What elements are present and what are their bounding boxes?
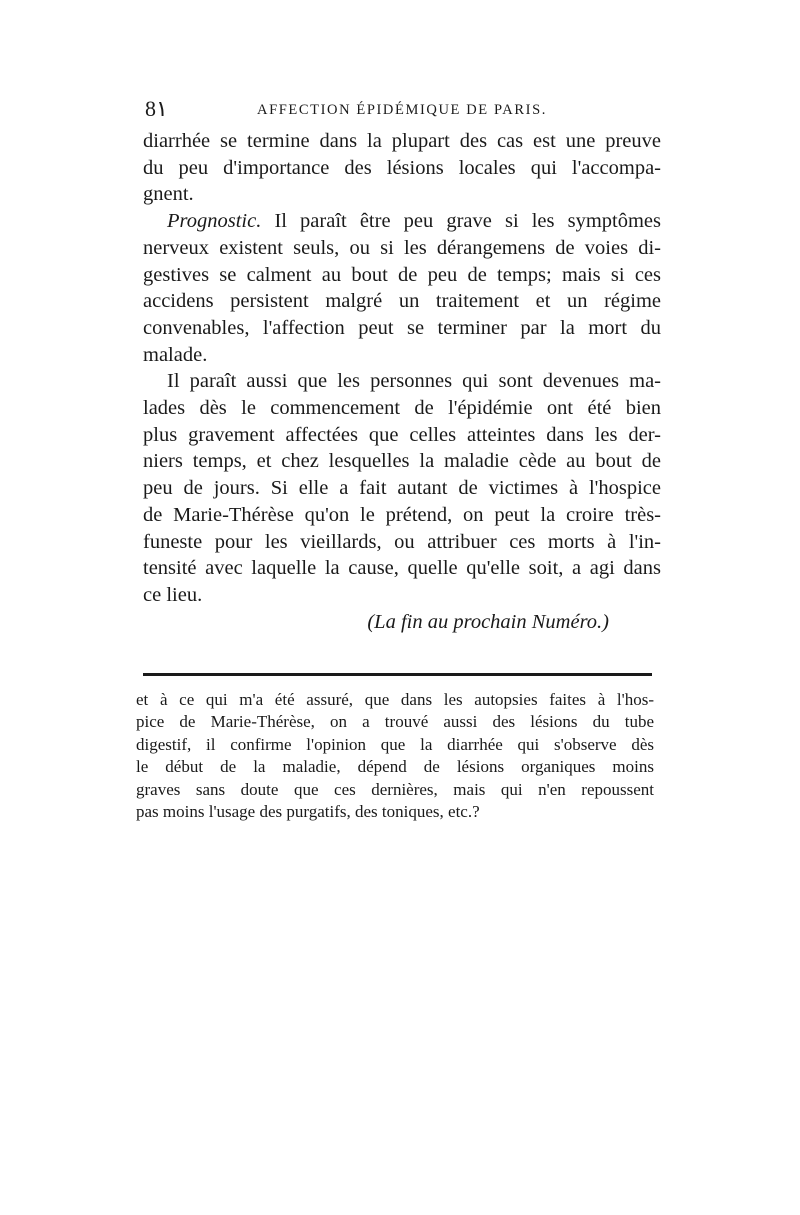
page-header	[145, 96, 665, 126]
footnote-line: pas moins l'usage des purgatifs, des toniques, etc.?	[136, 802, 480, 822]
footnote-line: pice de Marie-Thérèse, on a trouvé aussi des lésions du tube	[136, 712, 654, 732]
running-head: AFFECTION ÉPIDÉMIQUE DE PARIS.	[257, 102, 547, 118]
body-line: diarrhée se termine dans la plupart des cas est une preuve	[143, 130, 661, 152]
body-text	[143, 128, 661, 635]
continued-note: (La fin au prochain Numéro.)	[367, 610, 609, 633]
body-line: malade.	[143, 343, 208, 366]
footnote-line: graves sans doute que ces dernières, mais qui n'en repoussent	[136, 779, 654, 799]
body-line: ce lieu.	[143, 583, 203, 606]
body-line: de Marie-Thérèse qu'on le prétend, on peut la croire très-	[143, 503, 661, 526]
body-line: du peu d'importance des lésions locales qui l'accompa-	[143, 156, 661, 179]
body-line: peu de jours. Si elle a fait autant de victimes à l'hospice	[143, 477, 661, 500]
body-line: Il paraît aussi que les personnes qui sont devenues ma-	[167, 370, 661, 393]
prognostic-paragraph-start	[143, 208, 661, 235]
body-line: tensité avec laquelle la cause, quelle qu'elle soit, a agi dans	[143, 557, 661, 580]
footnote	[136, 689, 654, 823]
footnote-line: et à ce qui m'a été assuré, que dans les autopsies faites à l'hos-	[136, 690, 654, 709]
body-line: nerveux existent seuls, ou si les dérangemens de voies di-	[143, 236, 661, 259]
prognostic-text: Il paraît être peu grave si les symptômes	[261, 210, 661, 233]
page-number: 8١	[145, 96, 168, 121]
prognostic-label: Prognostic.	[167, 210, 262, 233]
body-line: plus gravement affectées que celles atteintes dans les der-	[143, 423, 661, 446]
footnote-line: digestif, il confirme l'opinion que la diarrhée qui s'observe dès	[136, 734, 654, 754]
body-line: lades dès le commencement de l'épidémie ont été bien	[143, 397, 661, 420]
body-line: convenables, l'affection peut se terminer par la mort du	[143, 316, 661, 339]
footnote-line: le début de la maladie, dépend de lésions organiques moins	[136, 757, 654, 777]
body-line: niers temps, et chez lesquelles la maladie cède au bout de	[143, 450, 661, 473]
body-line: funeste pour les vieillards, ou attribuer ces morts à l'in-	[143, 530, 661, 553]
body-line: accidens persistent malgré un traitement et un régime	[143, 290, 661, 313]
footnote-divider	[143, 673, 652, 676]
body-line: gestives se calment au bout de peu de temps; mais si ces	[143, 263, 661, 286]
body-line: gnent.	[143, 183, 194, 206]
